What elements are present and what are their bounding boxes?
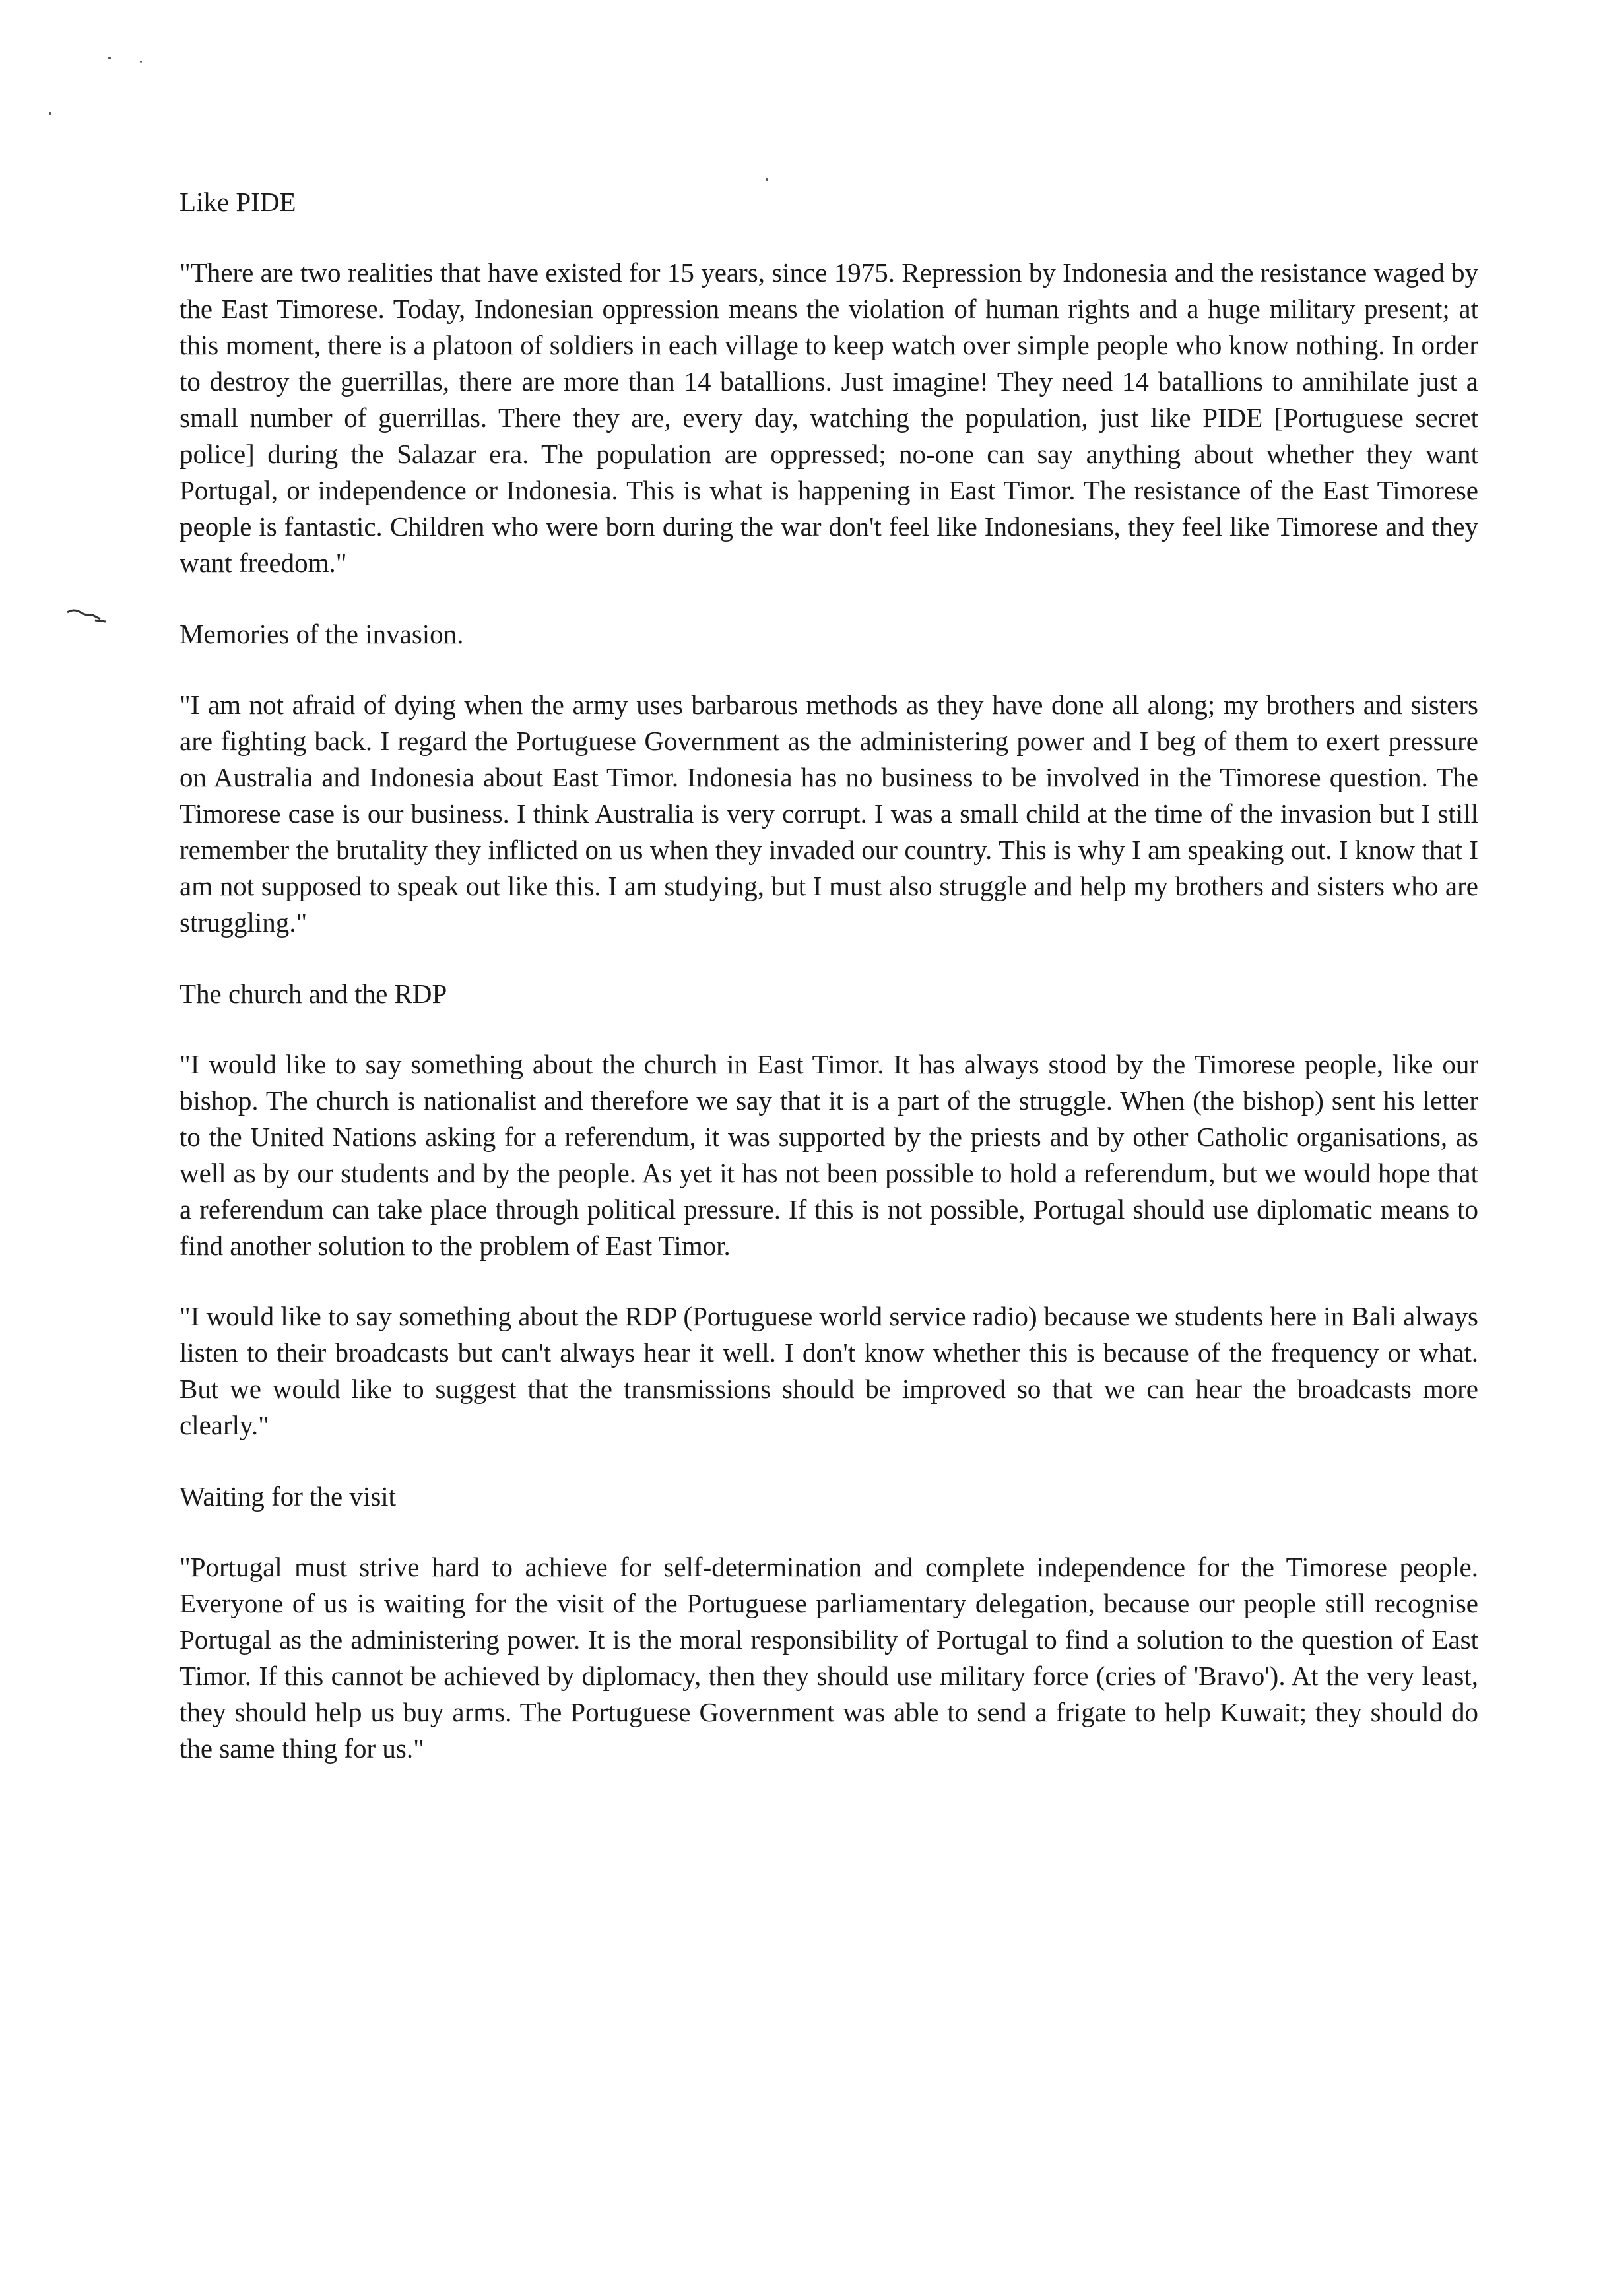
section-paragraph: "Portugal must strive hard to achieve for self-determination and complete independence for the Timorese people. Everyone of us is waiting for the visit of the Portuguese parliamentary delegation, because our people still recognise Portugal as the administering power. It is the moral responsibility of Portugal to find a solution to the question of East Timor. If this cannot be achieved by diplomacy, then they should use military force (cries of 'Bravo'). At the very least, they should help us buy arms. The Portuguese Government was able to send a frigate to help Kuwait; they should do the same thing for us." bbox=[180, 1552, 1478, 1764]
section-paragraph: "I would like to say something about the church in East Timor. It has always stood by the Timorese people, like our bishop. The church is nationalist and therefore we say that it is a part of the struggle. When (the bishop) sent his letter to the United Nations asking for a referendum, it was supported by the priests and by other Catholic organisations, as well as by our students and by the people. As yet it has not been possible to hold a referendum, but we would hope that a referendum can take place through political pressure. If this is not possible, Portugal should use diplomatic means to find another solution to the problem of East Timor. bbox=[180, 1049, 1478, 1261]
section-paragraph: "I would like to say something about the RDP (Portuguese world service radio) because we students here in Bali always listen to their broadcasts but can't always hear it well. I don't know whether this is because of the frequency or what. But we would like to suggest that the transmissions should be improved so that we can hear the broadcasts more clearly." bbox=[180, 1301, 1478, 1440]
scan-speck bbox=[108, 57, 111, 59]
section-paragraph: "There are two realities that have existed for 15 years, since 1975. Repression by Indonesia and the resistance waged by the East Timorese. Today, Indonesian oppression means the violation of human rights and a huge military present; at this moment, there is a platoon of soldiers in each village to keep watch over simple people who know nothing. In order to destroy the guerrillas, there are more than 14 batallions. Just imagine! They need 14 batallions to annihilate just a small number of guerrillas. There they are, every day, watching the population, just like PIDE [Portuguese secret police] during the Salazar era. The population are oppressed; no-one can say anything about whether they want Portugal, or independence or Indonesia. This is what is happening in East Timor. The resistance of the East Timorese people is fantastic. Children who were born during the war don't feel like Indonesians, they feel like Timorese and they want freedom." bbox=[180, 257, 1478, 578]
scan-speck bbox=[140, 61, 142, 63]
section-heading: Waiting for the visit bbox=[180, 1481, 397, 1512]
scan-speck bbox=[766, 178, 768, 181]
section-heading: Like PIDE bbox=[180, 187, 296, 217]
section-heading: Memories of the invasion. bbox=[180, 619, 464, 649]
scan-speck bbox=[49, 112, 51, 115]
document-page bbox=[180, 183, 1478, 1801]
section-heading: The church and the RDP bbox=[180, 978, 447, 1009]
margin-pen-mark bbox=[66, 606, 112, 625]
section-paragraph: "I am not afraid of dying when the army uses barbarous methods as they have done all along; my brothers and sisters are fighting back. I regard the Portuguese Government as the administering power and I beg of them to exert pressure on Australia and Indonesia about East Timor. Indonesia has no business to be involved in the Timorese question. The Timorese case is our business. I think Australia is very corrupt. I was a small child at the time of the invasion but I still remember the brutality they inflicted on us when they invaded our country. This is why I am speaking out. I know that I am not supposed to speak out like this. I am studying, but I must also struggle and help my brothers and sisters who are struggling." bbox=[180, 689, 1478, 938]
